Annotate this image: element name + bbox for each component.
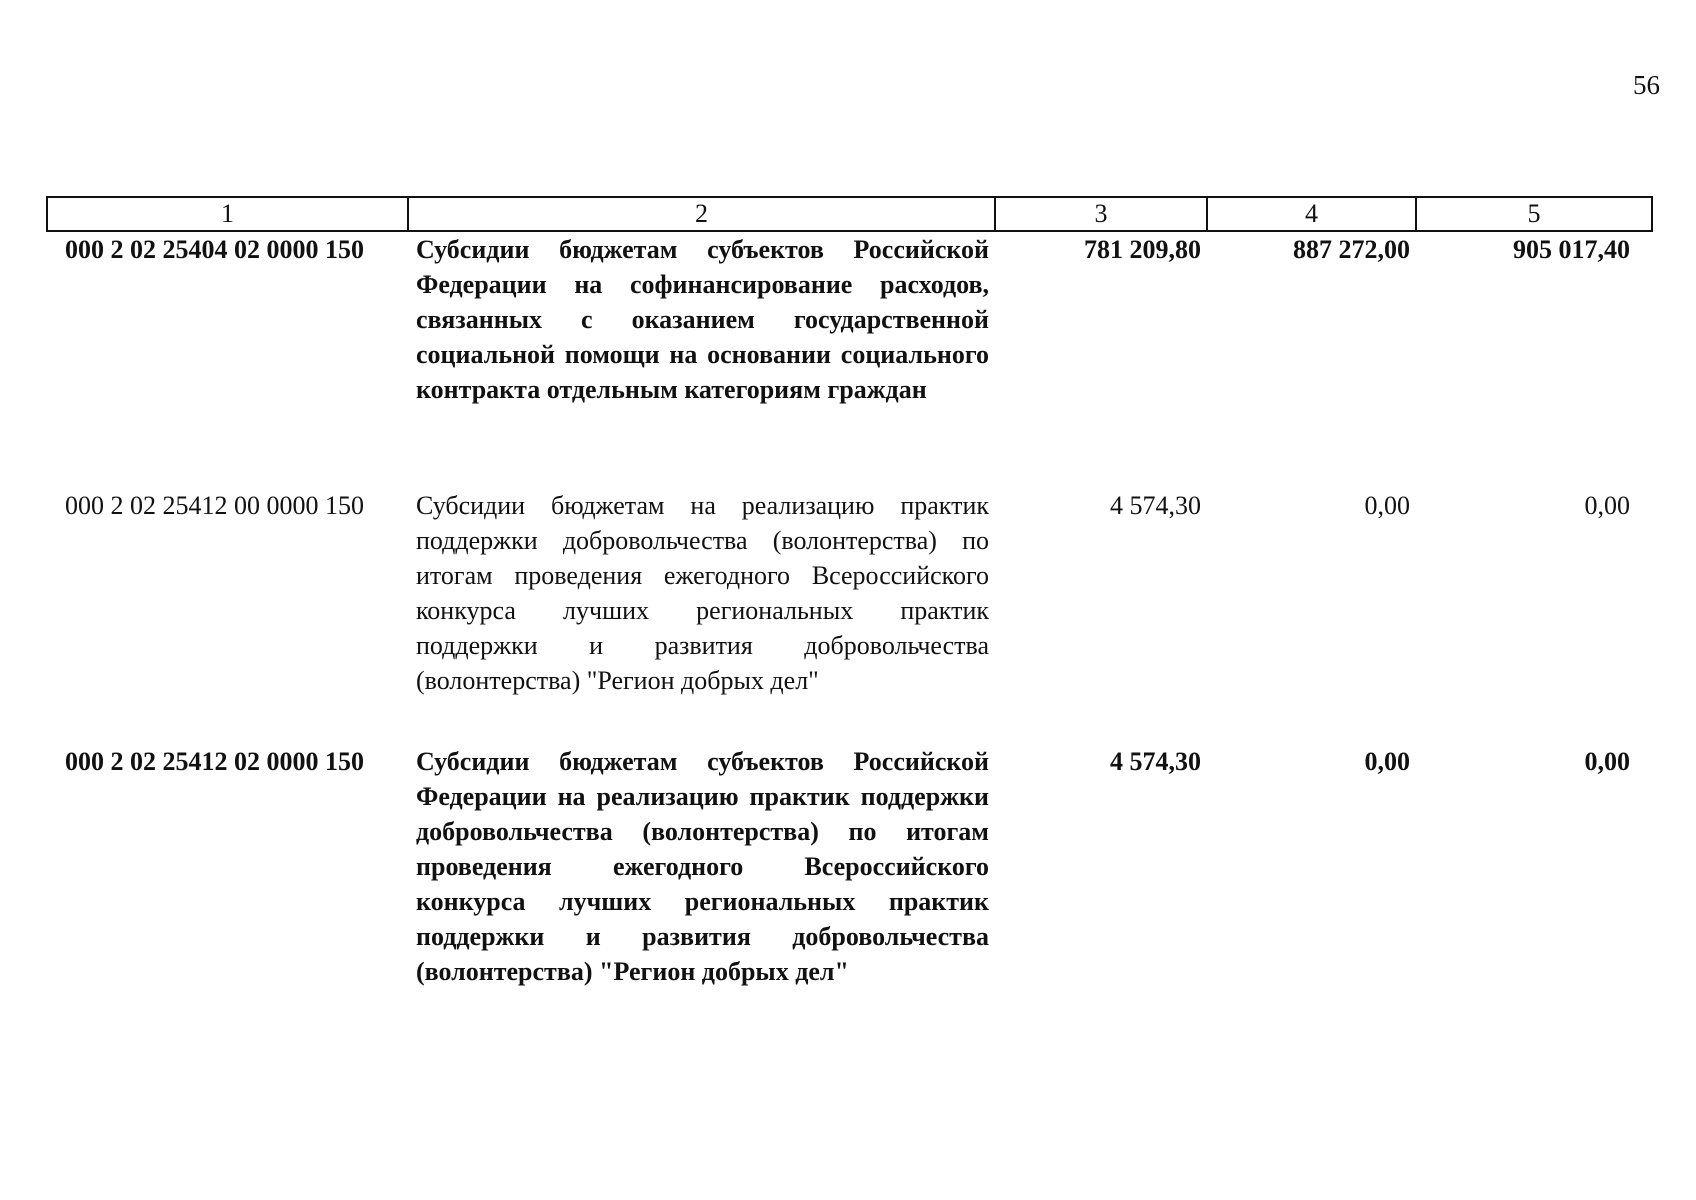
row-value-col3: 4 574,30 [1110,491,1201,520]
row-value-col5: 905 017,40 [1513,235,1630,264]
row-code: 000 2 02 25412 00 0000 150 [65,491,364,520]
header-col-5: 5 [1416,197,1652,231]
row-description: Субсидии бюджетам на реализацию практик поддержки добровольчества (волонтерства) по итогам проведения ежегодного Всероссийского конкурса лучших региональных практик поддержки и развития добровольчества (волонтерства) "Регион добрых дел" [416,491,989,695]
header-col-4: 4 [1207,197,1416,231]
row-value-col5: 0,00 [1584,747,1630,776]
row-value-col3: 781 209,80 [1084,235,1201,264]
row-value-col3: 4 574,30 [1110,747,1201,776]
table-row [47,744,1652,989]
row-value-col4: 887 272,00 [1293,235,1410,264]
table-header-row [47,197,1652,231]
header-col-1: 1 [47,197,408,231]
header-col-2: 2 [408,197,995,231]
row-description: Субсидии бюджетам субъектов Российской Федерации на реализацию практик поддержки добровольчества (волонтерства) по итогам проведения ежегодного Всероссийского конкурса лучших региональных практик поддержки и развития добровольчества (волонтерства) "Регион добрых дел" [416,747,989,986]
row-description: Субсидии бюджетам субъектов Российской Федерации на софинансирование расходов, связанных с оказанием государственной социальной помощи на основании социального контракта отдельным категориям граждан [416,235,989,404]
table-row [47,231,1652,488]
page-number: 56 [1633,70,1660,100]
budget-table [46,196,1653,989]
table-row [47,488,1652,744]
header-col-3: 3 [995,197,1207,231]
row-value-col4: 0,00 [1364,747,1410,776]
row-value-col4: 0,00 [1364,491,1410,520]
row-code: 000 2 02 25404 02 0000 150 [65,235,364,264]
row-value-col5: 0,00 [1584,491,1630,520]
row-code: 000 2 02 25412 02 0000 150 [65,747,364,776]
